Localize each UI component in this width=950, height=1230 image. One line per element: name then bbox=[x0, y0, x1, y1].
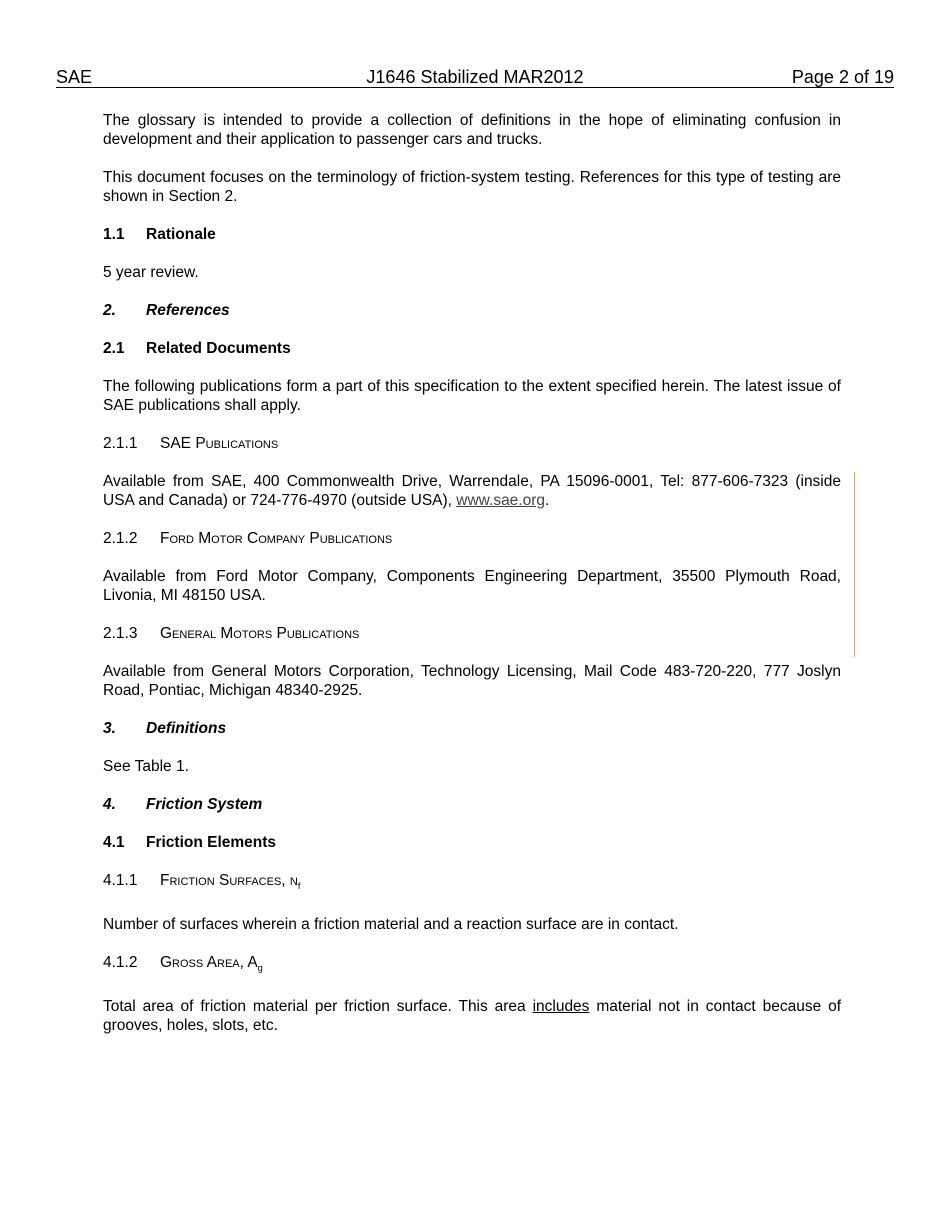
heading-4-title: Friction System bbox=[146, 796, 263, 813]
heading-4-1-1-subscript: f bbox=[297, 881, 301, 891]
gross-area-paragraph bbox=[103, 997, 841, 1035]
definitions-paragraph: See Table 1. bbox=[103, 758, 189, 775]
page-header bbox=[56, 67, 894, 88]
heading-2-1-1 bbox=[103, 434, 841, 453]
header-doc-id: J1646 Stabilized MAR2012 bbox=[366, 67, 584, 87]
heading-2-1-2 bbox=[103, 529, 841, 548]
document-body bbox=[103, 111, 841, 1054]
heading-4-1 bbox=[103, 833, 841, 852]
sae-website-link[interactable]: www.sae.org bbox=[456, 492, 546, 509]
sae-publications-paragraph bbox=[103, 472, 841, 510]
heading-4-1-2-subscript: g bbox=[257, 963, 263, 973]
heading-2-1-2-title: Ford Motor Company Publications bbox=[160, 530, 393, 547]
heading-2-1-3-number: 2.1.3 bbox=[103, 625, 138, 642]
intro-paragraph-1: The glossary is intended to provide a collection of definitions in the hope of eliminating confusion in development and their application to passenger cars and trucks. bbox=[103, 112, 841, 148]
heading-3-title: Definitions bbox=[146, 720, 227, 737]
heading-4-number: 4. bbox=[103, 796, 116, 813]
heading-2-1-3 bbox=[103, 624, 841, 643]
heading-2-title: References bbox=[146, 302, 230, 319]
heading-2-1 bbox=[103, 339, 841, 358]
gm-publications-paragraph: Available from General Motors Corporation, Technology Licensing, Mail Code 483-720-220, 777 Joslyn Road, Pontiac, Michigan 48340-2925. bbox=[103, 663, 841, 699]
heading-2-1-title: Related Documents bbox=[146, 340, 291, 357]
heading-1-1 bbox=[103, 225, 841, 244]
heading-3-number: 3. bbox=[103, 720, 116, 737]
heading-4-1-1-title: Friction Surfaces, n bbox=[160, 872, 298, 889]
sae-publications-end: . bbox=[545, 492, 550, 509]
heading-1-1-title: Rationale bbox=[146, 226, 216, 243]
heading-4-1-1 bbox=[103, 871, 841, 896]
heading-1-1-number: 1.1 bbox=[103, 226, 125, 243]
heading-2-1-number: 2.1 bbox=[103, 340, 125, 357]
header-org: SAE bbox=[56, 67, 93, 87]
heading-4-1-2-number: 4.1.2 bbox=[103, 954, 138, 971]
friction-surfaces-paragraph: Number of surfaces wherein a friction material and a reaction surface are in contact. bbox=[103, 916, 679, 933]
heading-4-1-number: 4.1 bbox=[103, 834, 125, 851]
gross-area-text-2: material not in contact because of grooves, holes, slots, etc. bbox=[103, 998, 841, 1034]
heading-4-1-2 bbox=[103, 953, 841, 978]
heading-4-1-2-title: Gross Area, A bbox=[160, 954, 258, 971]
heading-2-1-2-number: 2.1.2 bbox=[103, 530, 138, 547]
heading-3 bbox=[103, 719, 841, 738]
rationale-paragraph: 5 year review. bbox=[103, 264, 199, 281]
intro-paragraph-2: This document focuses on the terminology of friction-system testing. References for this type of testing are shown in Section 2. bbox=[103, 169, 841, 205]
heading-2-1-1-number: 2.1.1 bbox=[103, 435, 138, 452]
related-documents-paragraph: The following publications form a part of this specification to the extent specified herein. The latest issue of SAE publications shall apply. bbox=[103, 378, 841, 414]
heading-4 bbox=[103, 795, 841, 814]
heading-2-1-1-title: SAE Publications bbox=[160, 435, 279, 452]
gross-area-underlined: includes bbox=[532, 998, 590, 1015]
gross-area-text-1: Total area of friction material per friction surface. This area bbox=[103, 998, 533, 1015]
sae-publications-text: Available from SAE, 400 Commonwealth Drive, Warrendale, PA 15096-0001, Tel: 877-606-7323 (inside USA and Canada) or 724-776-4970 (outside USA), bbox=[103, 473, 841, 509]
revision-bar bbox=[854, 472, 855, 657]
header-page-number: Page 2 of 19 bbox=[791, 67, 894, 87]
heading-2-number: 2. bbox=[103, 302, 116, 319]
heading-2-1-3-title: General Motors Publications bbox=[160, 625, 360, 642]
heading-4-1-title: Friction Elements bbox=[146, 834, 277, 851]
ford-publications-paragraph: Available from Ford Motor Company, Components Engineering Department, 35500 Plymouth Road, Livonia, MI 48150 USA. bbox=[103, 568, 841, 604]
heading-2 bbox=[103, 301, 841, 320]
heading-4-1-1-number: 4.1.1 bbox=[103, 872, 138, 889]
